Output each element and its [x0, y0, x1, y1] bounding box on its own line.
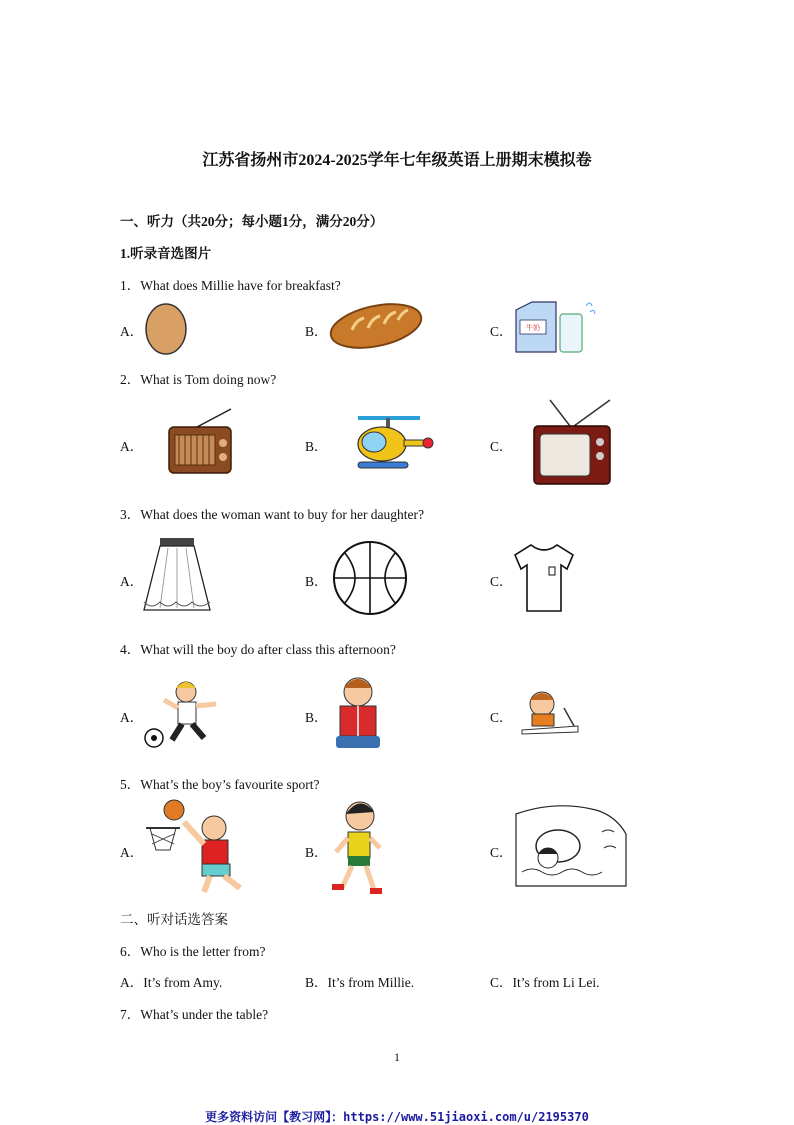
- question-6: 6．Who is the letter from?: [120, 944, 266, 959]
- basketball-icon: [332, 540, 410, 616]
- option-3a-label: A．: [120, 574, 144, 589]
- question-2: 2．What is Tom doing now?: [120, 372, 277, 387]
- footer-link[interactable]: 更多资料访问【教习网】：https://www.51jiaoxi.com/u/2195370: [205, 1110, 589, 1124]
- subsection-heading: 1.听录音选图片: [120, 246, 212, 261]
- running-boy-icon: [330, 798, 386, 896]
- option-2a-label: A．: [120, 439, 144, 454]
- skirt-icon: [140, 536, 214, 616]
- question-1: 1．What does Millie have for breakfast?: [120, 278, 341, 293]
- swimming-boy-icon: [512, 802, 630, 892]
- radio-icon: [165, 405, 235, 477]
- option-5a-label: A．: [120, 845, 144, 860]
- page-number: 1: [394, 1050, 400, 1064]
- option-5b-label: B．: [305, 845, 328, 860]
- question-5: 5．What’s the boy’s favourite sport?: [120, 777, 320, 792]
- option-2b-label: B．: [305, 439, 328, 454]
- section-listening-heading: 一、听力（共20分；每小题1分，满分20分）: [120, 214, 384, 229]
- svg-text:牛奶: 牛奶: [526, 324, 540, 332]
- egg-icon: [144, 302, 188, 356]
- section-dialogue-heading: 二、听对话选答案: [120, 912, 228, 927]
- bread-icon: [328, 300, 424, 352]
- option-5c-label: C．: [490, 845, 513, 860]
- option-3c-label: C．: [490, 574, 513, 589]
- option-1c-label: C．: [490, 324, 513, 339]
- option-6b: B．It’s from Millie.: [305, 975, 415, 990]
- question-7: 7．What’s under the table?: [120, 1007, 269, 1022]
- option-6c: C．It’s from Li Lei.: [490, 975, 600, 990]
- option-6a: A．It’s from Amy.: [120, 975, 223, 990]
- option-4b-label: B．: [305, 710, 328, 725]
- basketball-player-icon: [144, 798, 254, 896]
- option-3b-label: B．: [305, 574, 328, 589]
- television-icon: [530, 398, 614, 488]
- question-3: 3．What does the woman want to buy for her daughter?: [120, 507, 425, 522]
- playing-football-icon: [142, 678, 224, 750]
- option-2c-label: C．: [490, 439, 513, 454]
- page-title: 江苏省扬州市2024-2025学年七年级英语上册期末模拟卷: [202, 152, 592, 169]
- doing-homework-icon: [518, 686, 582, 736]
- option-1b-label: B．: [305, 324, 328, 339]
- option-4c-label: C．: [490, 710, 513, 725]
- question-4: 4．What will the boy do after class this afternoon?: [120, 642, 396, 657]
- reading-book-icon: [330, 672, 386, 752]
- option-1a-label: A．: [120, 324, 144, 339]
- option-4a-label: A．: [120, 710, 144, 725]
- tshirt-icon: [513, 543, 575, 613]
- helicopter-toy-icon: [348, 410, 434, 472]
- milk-icon: [512, 298, 598, 356]
